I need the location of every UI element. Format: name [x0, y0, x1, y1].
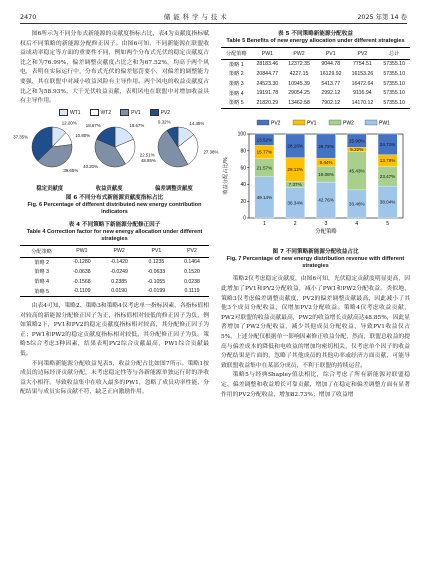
- table5-cell: 20844.77: [256, 70, 279, 77]
- legend-swatch: [120, 109, 129, 116]
- table5-cell: 策略 4: [228, 90, 244, 97]
- x-tick-label: 3: [324, 220, 328, 227]
- table5-cell: 57355.10: [383, 80, 405, 87]
- left-paragraph-1: 图6所示为不同分布式新能源的贡献度指标占比，表4为贡献度指标赋权后不同策略的新能源分配修正因子。由图6可知，不同新能源在联盟收益成功率稳定等方面的重要性不同，例如两个分布式光伏的稳定贡献度占比之和为76.99%，偏差调整贡献度占比之和为67.52%，均高于两个风电，表明在实际运行中，分布式光伏的偏差惩罚要小，对偏差的调整能力要强，其在联盟中对减小收益风险有主导作用。两个风电的收益贡献度占比之和为58.93%，大于光伏收益贡献，表明风电在联盟中对增加收益具有主导作用。: [20, 31, 209, 105]
- fig7-caption-cn: 图 7 不同策略新能源分配收益占比: [272, 248, 359, 255]
- table5-cell: 12372.35: [288, 61, 310, 68]
- fig6-caption-en: Fig. 6 Percentage of different distributed new energy contribution indicators: [27, 201, 202, 216]
- table5-header-1: PW1: [252, 48, 284, 59]
- table4-header-0: 分配策略: [20, 246, 63, 257]
- y-tick-label: 20: [240, 198, 246, 205]
- right-paragraph-2: 策略5与经典Shapley值法相比，综合考虑了所有新能源对联盟稳定、偏差调整和收益増长可靠贡献，增加了在稳定和偏差调整方面有显著作用的PV2分配收益，增加82.73%；增加了收益增: [221, 372, 410, 398]
- pie-slice-label: 12.20%: [61, 120, 77, 126]
- table4-cell: -0.1568: [73, 278, 91, 285]
- fig7-caption-en: Fig. 7 Percentage of new energy distribution revenue with different strategies: [226, 255, 405, 269]
- fig6-pie-labels: [20, 184, 209, 192]
- x-tick-label: 2: [293, 220, 297, 227]
- y-tick-label: 40: [240, 181, 246, 188]
- bar-data-label: 21.57%: [256, 164, 273, 170]
- x-axis-label: 分配策略: [315, 228, 337, 235]
- legend-label: WT2: [100, 109, 112, 116]
- table4-grid: [20, 245, 209, 297]
- left-paragraph-3: 不同策略新能源分配收益见表5，收益分配占比如图7所示。策略1按成员的边际经济贡献分配，未考虑稳定性等与各新能源单独运行时的净收益大小相符。导致收益集中在收入最多的PW1，忽略了成员功率性能、分配结果与成员实际贡献不符，缺乏正向激励作用。: [20, 360, 209, 396]
- table5-cell: 19191.78: [256, 90, 279, 97]
- y-tick-label: 0: [243, 215, 246, 222]
- fig6-legend: [20, 109, 209, 116]
- y-tick-label: 60: [240, 164, 246, 171]
- table4-cell: -0.1280: [73, 259, 91, 266]
- table4-cell: -0.1420: [110, 259, 128, 266]
- legend-label: PW2: [343, 120, 354, 127]
- table5-cell: 2992.12: [321, 90, 341, 97]
- table-row: [20, 267, 209, 277]
- pie-label: 收益贡献度: [95, 185, 123, 192]
- table-row: [20, 286, 209, 296]
- right-column: [221, 30, 410, 400]
- journal-name: 储能科学与技术: [163, 13, 230, 21]
- table4-cell: -0.1109: [63, 286, 100, 296]
- table5-cell: 57355.10: [378, 98, 410, 108]
- pie-slice-label: 22.51%: [139, 152, 155, 158]
- bar-data-label: 36.34%: [287, 199, 303, 205]
- legend-item-wt1: [59, 109, 81, 116]
- table-4: [20, 221, 209, 297]
- bar-data-label: 42.76%: [318, 197, 334, 203]
- table5-cell: 57355.10: [383, 61, 405, 68]
- table5-cell: 5413.77: [321, 80, 341, 87]
- table5-cell: 16129.92: [319, 70, 342, 77]
- legend-item-pv1: [120, 109, 140, 116]
- legend-swatch: [365, 120, 377, 125]
- legend-swatch: [59, 109, 68, 116]
- table4-header-4: PV2: [175, 246, 209, 257]
- bar-data-label: 15.90%: [349, 137, 365, 143]
- fig6-pie-charts: [13, 116, 219, 178]
- table4-caption-en: Table 4 Correction factor for new energy allocation under different strategies: [26, 228, 203, 242]
- table5-cell: 7902.12: [315, 98, 347, 108]
- table4-cell: -0.0633: [147, 268, 166, 275]
- table4-cell: 策略 2: [34, 259, 49, 266]
- legend-swatch: [150, 109, 159, 116]
- table4-cell: -0.0199: [138, 286, 175, 296]
- bar-data-label: 45.43%: [349, 168, 365, 174]
- table-row: [221, 98, 410, 108]
- table4-cell: -0.1055: [147, 278, 166, 285]
- bar-data-label: 9.44%: [319, 159, 333, 165]
- table5-header-5: 总计: [378, 48, 410, 59]
- bar-data-label: 33.46%: [349, 201, 365, 207]
- table4-caption-cn: 表 4 不同策略下新能源分配修正因子: [68, 221, 161, 228]
- bar-data-label: 13.78%: [379, 157, 396, 163]
- x-tick-label: 1: [263, 220, 266, 227]
- table4-cell: 0.0190: [101, 286, 138, 296]
- table5-caption-en: Table 5 Benefits of new energy allocation under different strategies: [226, 38, 405, 44]
- pie-slice-label: 37.35%: [13, 134, 29, 140]
- table-row: [221, 88, 410, 98]
- table5-cell: 策略 1: [228, 61, 244, 68]
- table5-cell: 21820.29: [252, 98, 284, 108]
- left-column: [13, 30, 219, 398]
- pie-slice-label: 39.65%: [63, 167, 79, 173]
- bar-data-label: 38.04%: [379, 199, 396, 205]
- pie-slice-label: 10.80%: [75, 132, 91, 138]
- table4-cell: 0.2385: [111, 278, 128, 285]
- legend-label: PV2: [160, 109, 171, 116]
- legend-label: PV2: [271, 120, 281, 127]
- page-header: [20, 10, 407, 24]
- table-row: [221, 69, 410, 79]
- pie-label: 偏差调整贡献度: [155, 185, 193, 192]
- table5-cell: 28183.46: [256, 61, 279, 68]
- table-row: [20, 277, 209, 287]
- bar-data-label: 28.16%: [287, 143, 303, 149]
- table-row: [221, 59, 410, 69]
- table5-cell: 57355.10: [383, 70, 405, 77]
- table4-cell: 策略 5: [20, 286, 63, 296]
- table4-cell: 0.1464: [184, 259, 200, 266]
- pie-slice-label: 18.67%: [129, 122, 145, 128]
- table5-cell: 24523.30: [256, 80, 279, 87]
- table4-header-3: PV1: [138, 246, 175, 257]
- legend-swatch: [293, 120, 305, 125]
- table5-cell: 4227.15: [289, 70, 309, 77]
- y-tick-label: 80: [240, 148, 246, 155]
- legend-swatch: [90, 109, 99, 116]
- table5-cell: 9044.78: [321, 61, 341, 68]
- table5-header-3: PV1: [315, 48, 347, 59]
- right-paragraph-1: 策略2仅考虑稳定贡献度，由图6可知，光伏稳定贡献度明显更高，因此增加了PV1和PV2分配收益，减小了PW1和PW2分配收益。类似地，策略3仅考虑偏差调整贡献度，PV2的偏差调整贡献最高，因此减小了其他3个成员分配收益，仅增加PV2分配收益。策略4仅考虑收益贡献，PW2对联盟的收益贡献最高，PW2的收益增长贡献高达48.85%，因此显著增加了PW2分配收益，减少其他成员分配收益，导致PV1收益仅占5%。上述分配仅根据单一影响因素修正收益分配，然而，联盟总收益的提高与偏差成本的降低和电收益的增加均密切相关，仅考虑单个因子的收益分配结果是片面的，忽略了其他成员的其他功率或经济方面贡献，可能导致联盟收益集中在某部分成员，不利于联盟的持续运营。: [221, 276, 410, 369]
- bar-data-label: 28.72%: [318, 143, 334, 149]
- pie-slice-label: 14.45%: [189, 120, 205, 126]
- table4-cell: 策略 4: [34, 279, 49, 286]
- figure-6: [13, 109, 219, 217]
- bar-data-label: 13.52%: [256, 136, 273, 142]
- bar-data-label: 7.37%: [288, 181, 302, 187]
- bar-data-label: 49.14%: [256, 194, 273, 200]
- y-axis-label: 收益分配占比/%: [223, 156, 229, 195]
- table5-header-0: 分配策略: [221, 48, 252, 59]
- table5-header-2: PW2: [283, 48, 315, 59]
- bar-data-label: 23.47%: [379, 173, 396, 179]
- table5-cell: 14170.12: [347, 98, 379, 108]
- pie-slice-label: 27.38%: [203, 149, 219, 155]
- legend-swatch: [257, 120, 269, 125]
- table-5: [221, 30, 410, 109]
- page-number: 2470: [20, 12, 37, 21]
- table5-cell: 13462.58: [283, 98, 315, 108]
- figure-7: [221, 114, 410, 271]
- table4-cell: -0.0638: [73, 268, 91, 275]
- pie-label: 稳定贡献度: [36, 185, 64, 192]
- pie-slice-label: 48.85%: [140, 157, 156, 163]
- table5-cell: 57355.10: [383, 90, 405, 97]
- pie-slice-label: 18.67%: [85, 122, 101, 128]
- bar-data-label: 24.71%: [379, 141, 396, 147]
- bar-data-label: 28.12%: [287, 166, 303, 172]
- pie-slice-label: 9.32%: [158, 119, 171, 125]
- bar-data-label: 5.22%: [350, 146, 364, 152]
- table-row: [20, 257, 209, 267]
- legend-item-pv2: [150, 109, 170, 116]
- table4-header-2: PW2: [101, 246, 138, 257]
- table4-cell: 0.1235: [148, 259, 165, 266]
- legend-item-wt2: [90, 109, 112, 116]
- left-paragraph-2: 由表4可知，策略2、策略3和策略4仅考虑单一指标因素，各指标值相对较高的新能源分配修正因子为正，指标值相对较低的修正因子为负，例如策略2下，PV1和PV2的稳定贡献度指标相对较高，其分配修正因子为正；PW1和PW2的稳定贡献度指标相对较低，其分配修正因子为负。策略5综合考虑3种因素，结果表明PV2综合贡献最高，PW1综合贡献最低。: [20, 302, 209, 357]
- table5-cell: 7754.51: [353, 61, 372, 68]
- fig7-stacked-bar-chart: [221, 114, 410, 244]
- table5-cell: 10945.39: [288, 80, 310, 87]
- legend-swatch: [329, 120, 341, 125]
- fig6-caption-cn: 图 6 不同分布式新能源贡献度指标占比: [65, 194, 164, 201]
- x-tick-label: 5: [386, 220, 389, 227]
- table5-cell: 策略 5: [221, 98, 252, 108]
- table5-cell: 16153.26: [351, 70, 374, 77]
- legend-label: PV1: [131, 109, 141, 116]
- table4-cell: -0.0249: [110, 268, 128, 275]
- legend-label: PW1: [379, 120, 390, 127]
- table-row: [221, 79, 410, 89]
- issue-info: 2025 年第 14 卷: [357, 13, 407, 21]
- table4-header-1: PW1: [63, 246, 100, 257]
- table5-cell: 9116.94: [353, 90, 372, 97]
- table5-grid: [221, 47, 410, 108]
- x-tick-label: 4: [355, 220, 359, 227]
- table5-caption-cn: 表 5 不同策略新能源分配收益: [278, 31, 353, 37]
- legend-label: WT1: [69, 109, 81, 116]
- table4-cell: 0.0238: [184, 278, 200, 285]
- bar-data-label: 19.08%: [318, 171, 334, 177]
- table4-cell: 策略 3: [34, 269, 49, 276]
- bar-data-label: 15.77%: [256, 149, 273, 155]
- table4-cell: 0.1520: [184, 268, 200, 275]
- legend-label: PV1: [307, 120, 317, 127]
- table5-cell: 策略 3: [228, 81, 244, 88]
- y-tick-label: 100: [237, 131, 246, 138]
- table5-cell: 16472.64: [351, 80, 374, 87]
- pie-slice-label: 40.20%: [83, 163, 99, 169]
- table5-header-4: PV2: [347, 48, 379, 59]
- table4-cell: 0.1119: [175, 286, 209, 296]
- table5-cell: 29054.25: [288, 90, 310, 97]
- table5-cell: 策略 2: [228, 71, 244, 78]
